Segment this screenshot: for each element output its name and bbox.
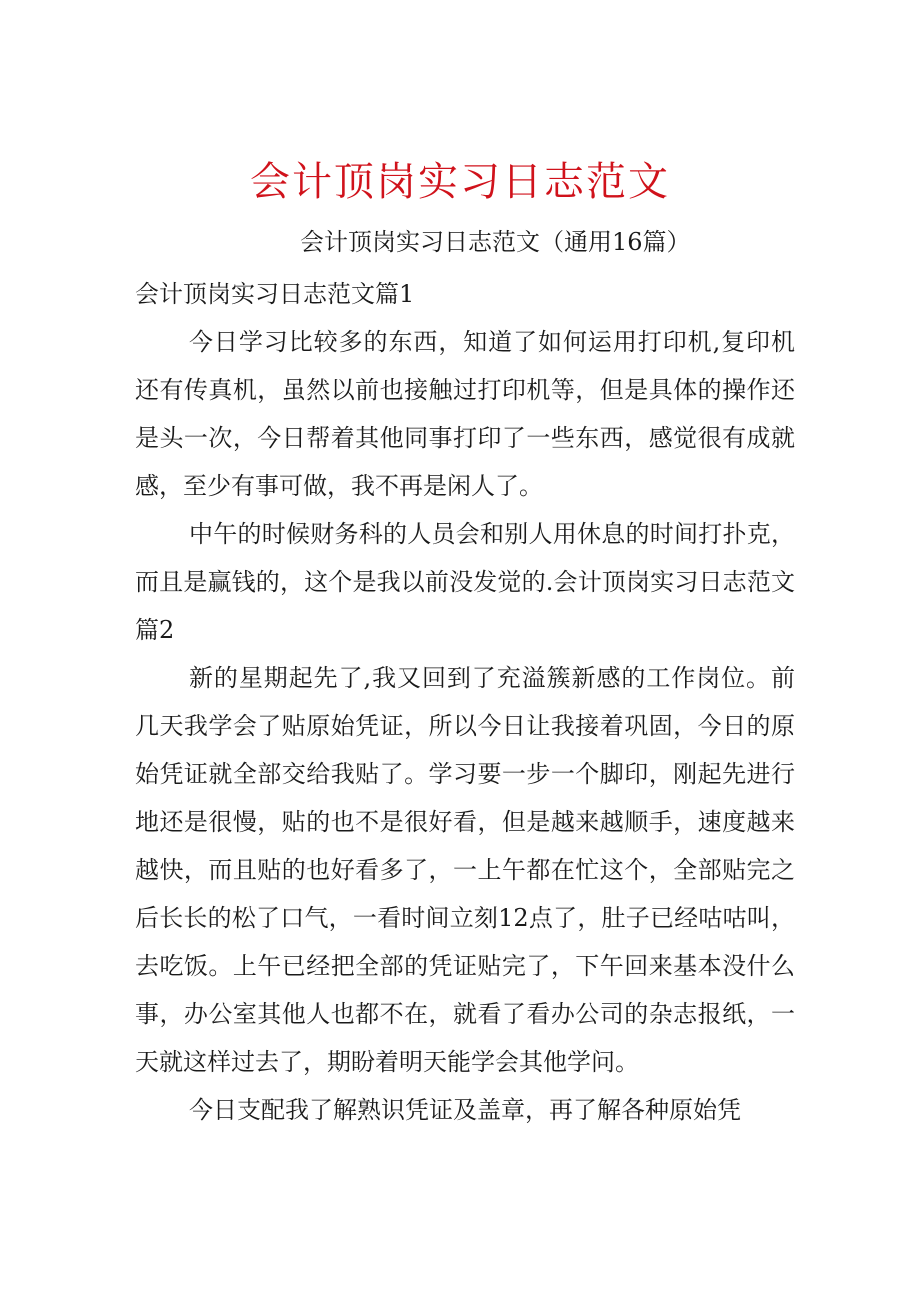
paragraph-1: 今日学习比较多的东西，知道了如何运用打印机,复印机还有传真机，虽然以前也接触过打印机等，但是具体的操作还是头一次，今日帮着其他同事打印了一些东西，感觉很有成就感，至少有事可做，我不再是闲人了。	[135, 328, 795, 500]
document-subtitle: 会计顶岗实习日志范文（通用16篇）	[300, 228, 691, 256]
paragraph-2: 中午的时候财务科的人员会和别人用休息的时间打扑克，而且是赢钱的，这个是我以前没发觉的.会计顶岗实习日志范文篇2	[135, 520, 795, 644]
paragraph-4: 今日支配我了解熟识凭证及盖章，再了解各种原始凭	[189, 1096, 741, 1124]
paragraph-3: 新的星期起先了,我又回到了充溢簇新感的工作岗位。前几天我学会了贴原始凭证，所以今日让我接着巩固，今日的原始凭证就全部交给我贴了。学习要一步一个脚印，刚起先进行地还是很慢，贴的也不是很好看，但是越来越顺手，速度越来越快，而且贴的也好看多了，一上午都在忙这个，全部贴完之后长长的松了口气，一看时间立刻12点了，肚子已经咕咕叫，去吃饭。上午已经把全部的凭证贴完了，下午回来基本没什么事，办公室其他人也都不在，就看了看办公司的杂志报纸，一天就这样过去了，期盼着明天能学会其他学问。	[135, 664, 795, 1076]
document-title: 会计顶岗实习日志范文	[250, 159, 670, 205]
section-heading-1: 会计顶岗实习日志范文篇1	[135, 280, 415, 308]
document-body	[135, 270, 795, 1134]
